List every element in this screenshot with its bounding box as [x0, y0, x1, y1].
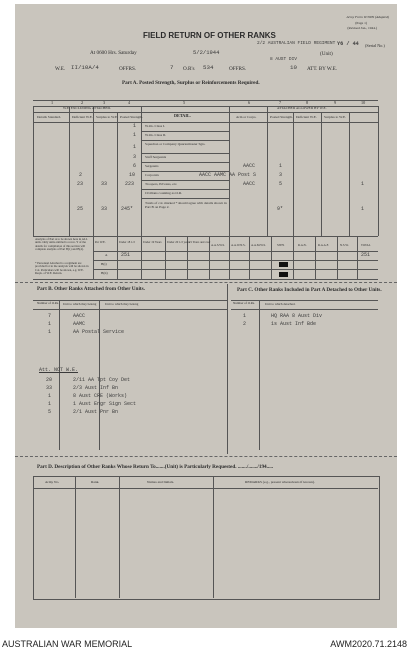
c-h-num: Number of O.Rs.: [233, 301, 255, 305]
offrs-val: 7: [170, 64, 174, 71]
part-b-title: Part B. Other Ranks Attached from Other Units.: [37, 286, 145, 292]
b-h-unit-2: Unit to which they belong: [105, 302, 139, 306]
unit-typed: 2/2 AUSTRALIAN FIELD REGIMENT: [257, 41, 336, 46]
an-h-5: A.A.S.W.S.: [211, 243, 225, 247]
c4-wo1: 1: [133, 123, 137, 129]
b-row-3-unit: AA Postal Service: [73, 329, 125, 335]
c-h-unit: Unit to which detached.: [265, 302, 296, 306]
an-h-7: A.A.M.W.S.: [251, 243, 266, 247]
h-details-standard: Details Standard.: [37, 115, 62, 119]
divider-2: [15, 456, 397, 457]
ors-label: O.R's: [183, 66, 195, 72]
c-row-2-unit: 1s Aust Inf Bde: [271, 321, 317, 327]
att-val: 10: [290, 64, 297, 71]
col-num-6: 6: [248, 100, 251, 105]
b-att-4-n: 1: [48, 401, 52, 407]
col-num-5: 5: [183, 100, 186, 105]
an-h-12: TOTAL: [361, 243, 371, 247]
attached-allowed: ATTACHED ALLOWED BY W.E.: [277, 106, 327, 110]
d-h-remarks: REMARKS (e.g., present whereabouts if known).: [245, 480, 315, 484]
an-row-bi: B(i): [101, 262, 107, 266]
redaction-block-2: [279, 272, 288, 277]
b-h-num: Number of O.Rs.: [37, 301, 59, 305]
an-h-0: Per W.E.: [95, 240, 106, 244]
b-att-1-n: 20: [46, 377, 53, 383]
detail-wo2: W.Os. Class II.: [145, 133, 167, 137]
detail-pte: Troopers, Privates, etc.: [145, 182, 178, 186]
c3-pte: 33: [101, 181, 108, 187]
redaction-block-1: [279, 262, 288, 267]
arm-cpl: AACC AAMC AA Post S: [199, 172, 257, 178]
footer-bar: [0, 634, 411, 653]
h-posted: Posted Strength.: [120, 115, 143, 119]
detail-wo1: W.Os. Class I.: [145, 124, 165, 128]
b-att-5-n: 5: [48, 409, 52, 415]
place-typed: 8 AUST DIV: [270, 57, 298, 62]
form-sheet: [15, 4, 397, 628]
an-h-6: A.A.W.N.S.: [231, 243, 246, 247]
c4-sgt: 6: [133, 163, 137, 169]
c4-wo2: 1: [133, 132, 137, 138]
c4-cqms: 1: [133, 144, 137, 150]
serial-typed: Y6 / 44: [337, 41, 359, 47]
detail-cpl: Corporals: [145, 173, 159, 177]
c4-ssgt: 3: [133, 154, 137, 160]
col-num-7: 7: [279, 100, 282, 105]
col-num-1: 1: [51, 100, 54, 105]
att-label: ATT. BY W.E.: [307, 66, 338, 72]
d-h-name: Names and Initials.: [147, 480, 175, 484]
h-deficient-2: Deficient W.E.: [296, 115, 317, 119]
col-num-4: 4: [128, 100, 131, 105]
b-row-2-unit: AAMC: [73, 321, 86, 327]
b-row-3-n: 1: [48, 329, 52, 335]
at-date: 5/2/1944: [193, 49, 220, 56]
form-ref-3: (Revised Jan., 1944.): [347, 26, 377, 30]
col-num-9: 9: [334, 100, 337, 105]
detail-header: DETAIL.: [174, 113, 191, 118]
h-deficient: Deficient W.E.: [72, 115, 93, 119]
an-h-2: Under 19 Years: [143, 240, 162, 244]
detail-totals: Totals of col. marked * should agree with details shown in Part B on Page 2.: [145, 201, 227, 210]
detail-ssgt: Staff Sergeants: [145, 155, 167, 159]
d-h-rank: Rank.: [91, 480, 100, 484]
h-surplus: Surplus to W.E.: [96, 115, 118, 119]
c7-sgt: 1: [279, 163, 283, 169]
form-ref-1: Army Form W.3009 (Adapted): [346, 15, 389, 19]
col-num-8: 8: [306, 100, 309, 105]
c4-cpl: 10: [129, 172, 136, 178]
b-att-label: Att. NOT W.E.: [39, 367, 79, 373]
an-row-a: A: [105, 253, 108, 257]
c9-pte: 1: [361, 181, 365, 187]
c-row-1-unit: HQ RAA 8 Aust Div: [271, 313, 323, 319]
c7-cpl: 3: [279, 172, 283, 178]
b-att-2-unit: 2/3 Aust Inf Bn: [73, 385, 119, 391]
b-att-4-unit: 1 Aust Engr Sign Sect: [73, 401, 137, 407]
footer-left: AUSTRALIAN WAR MEMORIAL: [2, 639, 133, 649]
an-h-4: 21 Years and over: [189, 240, 211, 244]
b-att-1-unit: 2/11 AA Tpt Coy Det: [73, 377, 131, 383]
h-posted-2: Posted Strength.: [270, 115, 293, 119]
serial-label: (Serial No.): [365, 43, 385, 48]
h-arm: Arm or Corps.: [236, 115, 257, 119]
c3-total: 33: [101, 206, 108, 212]
at-line: At 0600 Hrs. Saturday: [90, 50, 137, 56]
an-val-total: 251: [361, 252, 371, 258]
an-h-10: R.A.A.F.: [318, 243, 329, 247]
d-h-army: Army No.: [45, 480, 60, 484]
an-h-8: SITH.: [277, 243, 285, 247]
c2-total: 25: [77, 206, 84, 212]
offrs-label-2: OFFRS.: [229, 66, 247, 72]
we-ref: II/10A/4: [71, 64, 99, 71]
part-d-title: Part D. Description of Other Ranks Whose Return To.......(Unit) is Particularly Requested. ......./......./194.....: [37, 464, 274, 470]
c2-cpl: 2: [79, 172, 83, 178]
c9-total: 1: [361, 206, 365, 212]
an-h-9: R.A.N.: [298, 243, 307, 247]
c-row-2-n: 2: [243, 321, 247, 327]
detail-cqms: Squadron or Company Quartermaster Sgts.: [145, 142, 206, 146]
col-num-10: 10: [361, 100, 366, 105]
b-att-3-n: 1: [48, 393, 52, 399]
b-att-2-n: 33: [46, 385, 53, 391]
part-a-title: Part A. Posted Strength, Surplus or Reinforcements Required.: [122, 80, 260, 86]
analysis-note-2: * Personnel Attached to a regiment are provided for in the analysis will be shown in Col. Particulars will be shown, e.g. W.E. Reqts. of W.E. Return.: [35, 261, 89, 276]
c7-total: 9*: [277, 206, 284, 212]
part-d-table: [33, 476, 380, 600]
c4-pte: 223: [125, 181, 135, 187]
an-val-1: 251: [121, 252, 131, 258]
an-h-1: Under 18 1/2: [119, 240, 135, 244]
b-att-5-unit: 2/1 Aust Pnr Bn: [73, 409, 119, 415]
col-num-2: 2: [81, 100, 84, 105]
c4-total: 245*: [121, 206, 134, 212]
an-h-11: N.S.W.: [340, 243, 349, 247]
form-title: FIELD RETURN OF OTHER RANKS: [143, 31, 276, 40]
h-surplus-2: Surplus to W.E.: [324, 115, 346, 119]
divider-1: [15, 282, 397, 283]
footer-right: AWM2020.71.2148: [330, 639, 407, 649]
b-att-3-unit: 8 Aust CRE (Works): [73, 393, 128, 399]
form-ref-2: (Page 1): [355, 21, 367, 25]
c2-pte: 23: [77, 181, 84, 187]
an-row-bii: B(ii): [101, 271, 108, 275]
detail-civ: Civilians counting as O.R.: [145, 191, 183, 195]
b-h-unit-1: Unit to which they belong: [63, 302, 97, 306]
arm-pte: AACC: [243, 181, 256, 187]
an-h-3: Under 20 1/2 years: [167, 240, 190, 244]
detail-sgt: Sergeants: [145, 164, 159, 168]
we-label: W.E.: [55, 66, 66, 72]
c7-pte: 5: [279, 181, 283, 187]
ors-val: 534: [203, 64, 214, 71]
col-num-3: 3: [103, 100, 106, 105]
analysis-note: Analysis of Part A to be shown here in ALL units. Only units entitled to recce. Y of the details for compilation of this section will complete analysis of Part B(1) and B(4).: [35, 237, 88, 252]
b-row-1-unit: AACC: [73, 313, 86, 319]
unit-label: (Unit): [320, 51, 333, 57]
c-row-1-n: 1: [243, 313, 247, 319]
part-c-title: Part C. Other Ranks Included in Part A Detached to Other Units.: [237, 287, 382, 293]
we-excluding-attached: W.E. EXCLUDING ATTACHED.: [63, 106, 111, 110]
b-row-2-n: 1: [48, 321, 52, 327]
b-row-1-n: 7: [48, 313, 52, 319]
arm-sgt: AACC: [243, 163, 256, 169]
offrs-label: OFFRS.: [119, 66, 137, 72]
